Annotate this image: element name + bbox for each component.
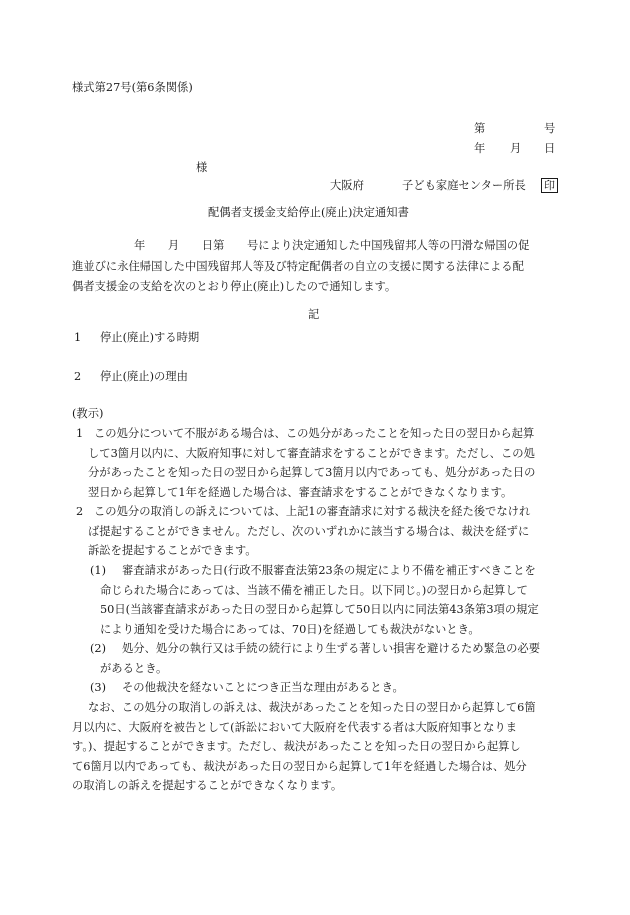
seal-label: 印 <box>541 178 558 193</box>
closing-line: て6箇月以内であっても、裁決があった日の翌日から起算して1年を経過した場合は、処分 <box>72 759 527 773</box>
sub-item-2-line: があるとき。 <box>100 661 168 675</box>
body-line-2-text: 進並びに永住帰国した中国残留邦人等及び特定配偶者の自立の支援に関する法律による配 <box>72 260 524 273</box>
item-2 <box>74 371 188 382</box>
notice-item-1-line: 翌日から起算して1年を経過した場合は、審査請求をすることができなくなります。 <box>88 485 513 499</box>
body-line-1 <box>134 240 529 251</box>
closing-line: 月以内に、大阪府を被告として(訴訟において大阪府を代表する者は大阪府知事となりま <box>72 720 517 734</box>
issuer-office: 子ども家庭センター所長 <box>402 179 526 192</box>
sub-item-1 <box>100 564 539 643</box>
sub-1-number: (1) <box>90 564 107 577</box>
sub-item-1-line: 命じられた場合にあっては、当該不備を補正した日。以下同じ。)の翌日から起算して <box>100 583 528 597</box>
item-1-number: 1 <box>74 331 82 344</box>
closing-line: の取消しの訴えを提起することができなくなります。 <box>72 779 343 793</box>
notice-heading: (教示) <box>72 407 104 420</box>
seal-mark <box>541 178 558 193</box>
date-month: 月 <box>510 142 522 155</box>
notice-item-2-number: 2 <box>76 505 84 518</box>
sub-3-number: (3) <box>90 681 107 694</box>
sub-item-2-line: 処分、処分の執行又は手続の続行により生ずる著しい損害を避けるため緊急の必要 <box>122 642 540 655</box>
notice-item-2 <box>88 505 531 565</box>
sub-item-3 <box>122 682 404 702</box>
date-year: 年 <box>474 142 486 155</box>
sub-item-3-line: その他裁決を経ないことにつき正当な理由があるとき。 <box>122 681 404 694</box>
notice-item-1 <box>88 427 536 506</box>
notice-item-1-line: この処分について不服がある場合は、この処分があったことを知った日の翌日から起算 <box>94 427 535 440</box>
body-line-3-text: 偶者支援金の支給を次のとおり停止(廃止)したので通知します。 <box>72 280 397 293</box>
addressee-honorific: 様 <box>196 161 208 174</box>
sub-2-number: (2) <box>90 642 107 655</box>
notice-item-1-line: して3箇月以内に、大阪府知事に対して審査請求をすることができます。ただし、この処 <box>88 446 535 460</box>
notice-item-2-line: 訴訟を提起することができます。 <box>88 544 257 558</box>
form-label: 様式第27号(第6条関係) <box>72 81 193 94</box>
doc-number-suffix: 号 <box>544 122 556 135</box>
item-2-label: 停止(廃止)の理由 <box>100 370 188 383</box>
doc-number-prefix: 第 <box>474 122 486 135</box>
item-1 <box>74 332 199 343</box>
sub-item-1-line: 審査請求があった日(行政不服審査法第23条の規定により不備を補正すべきことを <box>122 564 536 577</box>
sub-item-2 <box>100 642 540 682</box>
body-line-1-text: 年 月 日第 号により決定通知した中国残留邦人等の円滑な帰国の促 <box>134 239 530 252</box>
item-2-number: 2 <box>74 370 82 383</box>
sub-item-1-line: 50日(当該審査請求があった日の翌日から起算して50日以内に同法第43条第3項の規定 <box>100 603 539 617</box>
closing-paragraph <box>72 701 536 800</box>
item-1-label: 停止(廃止)する時期 <box>100 331 200 344</box>
body-line-2 <box>72 261 524 272</box>
sub-item-1-line: により通知を受けた場合にあっては、70日)を経過しても裁決がないとき。 <box>100 622 480 636</box>
closing-line: す。)、提起することができます。ただし、裁決があったことを知った日の翌日から起算し <box>72 740 521 754</box>
notice-item-2-line: この処分の取消しの訴えについては、上記1の審査請求に対する裁決を経た後でなけれ <box>94 505 531 518</box>
notice-item-1-line: 分があったことを知った日の翌日から起算して3箇月以内であっても、処分があった日の <box>88 466 536 480</box>
ki-label: 記 <box>308 308 320 321</box>
closing-line: なお、この処分の取消しの訴えは、裁決があったことを知った日の翌日から起算して6箇 <box>88 701 536 714</box>
notice-item-2-line: ば提起することができません。ただし、次のいずれかに該当する場合は、裁決を経ずに <box>88 524 530 538</box>
issuer-prefecture: 大阪府 <box>330 179 364 192</box>
notice-item-1-number: 1 <box>76 427 84 440</box>
document-title: 配偶者支援金支給停止(廃止)決定通知書 <box>208 206 409 219</box>
date-day: 日 <box>544 142 556 155</box>
body-line-3 <box>72 281 396 292</box>
